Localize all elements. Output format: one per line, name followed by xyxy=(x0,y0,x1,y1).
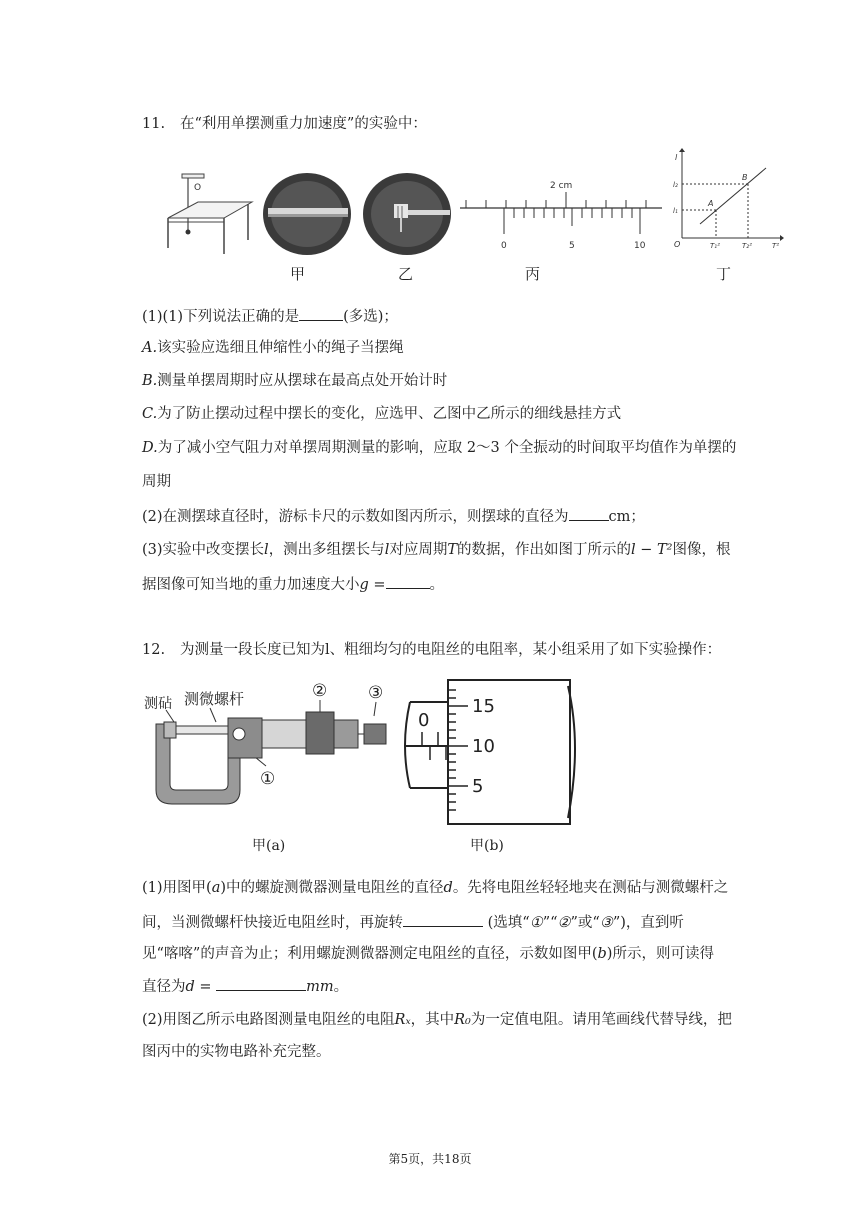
vernier-tick-0: 0 xyxy=(501,241,507,251)
figure-vernier-scale xyxy=(456,176,666,256)
fig-label-yi: 乙 xyxy=(398,265,414,283)
figure-photo-1 xyxy=(262,172,352,256)
label-anvil: 测砧 xyxy=(144,696,172,712)
q12-part2-cont: 图丙中的实物电路补充完整。 xyxy=(142,1044,331,1060)
q12-part1-line4: 直径为d = mm。 xyxy=(142,976,348,997)
answer-blank-3[interactable] xyxy=(386,574,430,589)
label-circle-1: ① xyxy=(260,769,276,789)
figure-jia-pendulum xyxy=(168,168,252,254)
q11-option-a: A.该实验应选细且伸缩性小的绳子当摆绳 xyxy=(142,340,404,356)
scale-5: 5 xyxy=(472,776,484,797)
caption-a: 甲(a) xyxy=(252,838,286,854)
fig-label-ding: 丁 xyxy=(716,265,732,283)
graph-point-a: A xyxy=(708,199,714,208)
scale-main-0: 0 xyxy=(418,710,430,731)
graph-x-axis: T² xyxy=(772,242,780,250)
figure-photo-2 xyxy=(362,172,452,256)
figure-micrometer xyxy=(142,678,398,812)
figure-micrometer-scale xyxy=(398,676,580,826)
answer-blank-2[interactable] xyxy=(569,506,609,521)
fig-label-bing: 丙 xyxy=(525,265,541,283)
q11-part1: (1)(1)下列说法正确的是 (多选)； xyxy=(142,306,398,327)
q12-number: 12. xyxy=(142,642,166,658)
q12-stem: 为测量一段长度已知为l、粗细均匀的电阻丝的电阻率，某小组采用了如下实验操作： xyxy=(180,642,722,658)
answer-blank-1[interactable] xyxy=(299,306,343,321)
figure-l-t2-graph xyxy=(672,148,784,252)
scale-15: 15 xyxy=(472,696,495,717)
vernier-tick-10: 10 xyxy=(634,241,646,251)
answer-blank-4[interactable] xyxy=(403,912,483,927)
graph-y2: l₂ xyxy=(673,181,678,189)
q11-part3-cont: 据图像可知当地的重力加速度大小g = 。 xyxy=(142,574,444,595)
svg-text:O: O xyxy=(194,183,202,193)
q11-stem: 在“利用单摆测重力加速度”的实验中： xyxy=(180,116,427,132)
q11-option-d: D.为了减小空气阻力对单摆周期测量的影响，应取 2～3 个全振动的时间取平均值作为单摆的 xyxy=(142,440,737,456)
label-circle-2: ② xyxy=(312,681,328,701)
q11-option-d-cont: 周期 xyxy=(142,474,171,490)
label-circle-3: ③ xyxy=(368,683,384,703)
q12-part1-line2: 间，当测微螺杆快接近电阻丝时，再旋转 (选填“①”“②”或“③”)，直到听 xyxy=(142,912,684,933)
q12-part1: (1)用图甲(a)中的螺旋测微器测量电阻丝的直径d。先将电阻丝轻轻地夹在测砧与测微螺杆之 xyxy=(142,880,729,896)
q12-part1-line3: 见“喀喀”的声音为止；利用螺旋测微器测定电阻丝的直径，示数如图甲(b)所示，则可读得 xyxy=(142,946,714,962)
graph-x2: T₂² xyxy=(742,242,752,250)
q11-part2: (2)在测摆球直径时，游标卡尺的示数如图丙所示，则摆球的直径为 cm； xyxy=(142,506,645,527)
page-footer: 第5页，共18页 xyxy=(388,1152,472,1166)
q11-option-c: C.为了防止摆动过程中摆长的变化，应选甲、乙图中乙所示的细线悬挂方式 xyxy=(142,406,622,422)
graph-y-axis: l xyxy=(675,153,678,162)
scale-10: 10 xyxy=(472,736,495,757)
answer-blank-5[interactable] xyxy=(216,976,306,991)
graph-point-b: B xyxy=(742,173,748,182)
vernier-top-label: 2 cm xyxy=(550,181,573,191)
q11-number: 11. xyxy=(142,116,166,132)
q12-part2: (2)用图乙所示电路图测量电阻丝的电阻Rₓ，其中R₀为一定值电阻。请用笔画线代替导线，把 xyxy=(142,1012,732,1028)
q11-part3: (3)实验中改变摆长l，测出多组摆长与l对应周期T的数据，作出如图丁所示的l − T²图像，根 xyxy=(142,542,731,558)
graph-y1: l₁ xyxy=(673,207,678,215)
caption-b: 甲(b) xyxy=(470,838,504,854)
graph-origin: O xyxy=(674,240,681,249)
fig-label-jia: 甲 xyxy=(290,265,306,283)
graph-x1: T₁² xyxy=(710,242,720,250)
q11-option-b: B.测量单摆周期时应从摆球在最高点处开始计时 xyxy=(142,373,448,389)
label-spindle: 测微螺杆 xyxy=(184,690,245,708)
vernier-tick-5: 5 xyxy=(569,241,575,251)
